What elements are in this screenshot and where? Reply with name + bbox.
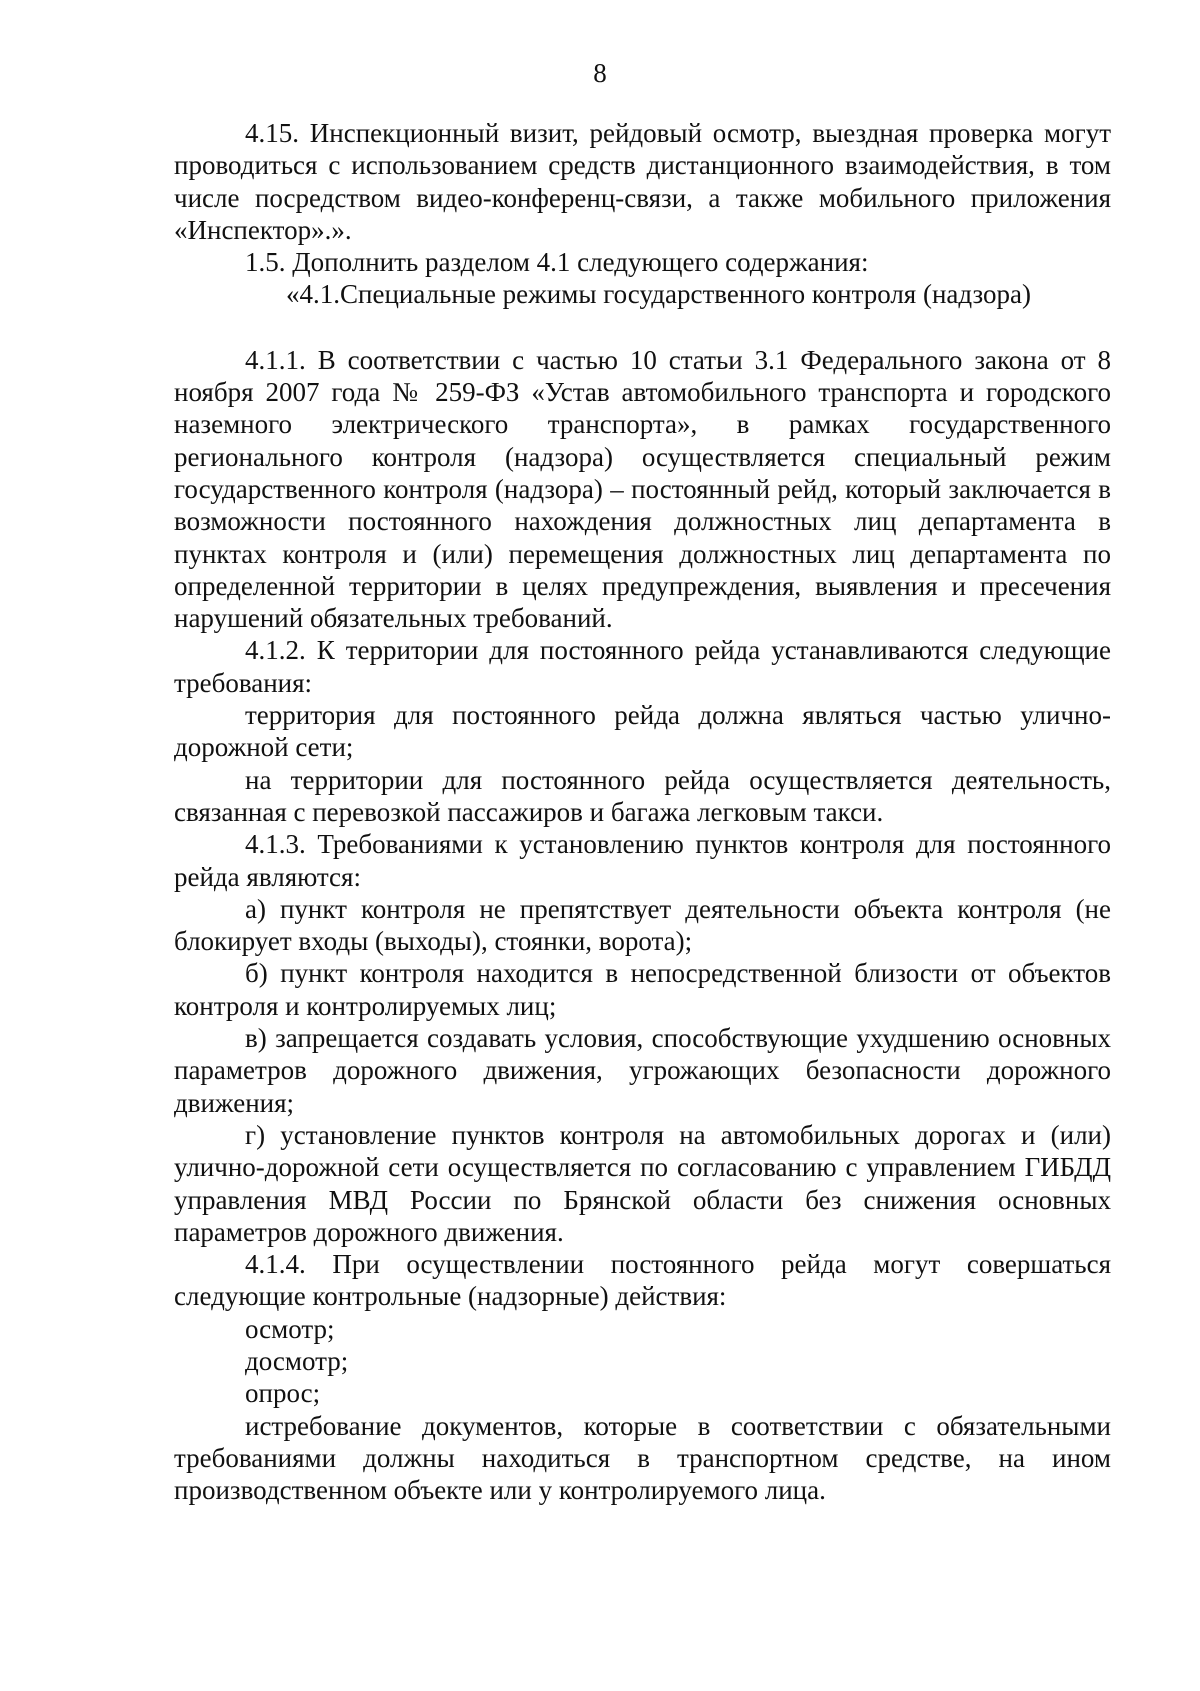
- list-item-territory-part: территория для постоянного рейда должна являться частью улично-дорожной сети;: [174, 700, 1111, 763]
- paragraph-4-1-3: 4.1.3. Требованиями к установлению пунктов контроля для постоянного рейда являются:: [174, 829, 1111, 892]
- paragraph-4-1-4: 4.1.4. При осуществлении постоянного рейда могут совершаться следующие контрольные (надзорные) действия:: [174, 1249, 1111, 1312]
- list-item-search: досмотр;: [245, 1345, 349, 1376]
- paragraph-amendment-1-5: 1.5. Дополнить разделом 4.1 следующего содержания:: [245, 247, 869, 278]
- list-item-v: в) запрещается создавать условия, способствующие ухудшению основных параметров дорожного движения, угрожающих безопасности дорожного движения;: [174, 1023, 1111, 1118]
- list-item-territory-activity: на территории для постоянного рейда осуществляется деятельность, связанная с перевозкой пассажиров и багажа легковым такси.: [174, 764, 1111, 827]
- list-item-g: г) установление пунктов контроля на автомобильных дорогах и (или) улично-дорожной сети осуществляется по согласованию с управлением ГИБДД управления МВД России по Брянской области без снижения основных параметров дорожного движения.: [174, 1119, 1111, 1247]
- list-item-a: а) пункт контроля не препятствует деятельности объекта контроля (не блокирует входы (выходы), стоянки, ворота);: [174, 893, 1111, 957]
- list-item-b: б) пункт контроля находится в непосредственной близости от объектов контроля и контролируемых лиц;: [174, 958, 1111, 1021]
- page-number: 8: [593, 58, 607, 88]
- document-body: [174, 117, 1111, 1506]
- list-item-inspection: осмотр;: [245, 1313, 335, 1344]
- list-item-documents-request: истребование документов, которые в соответствии с обязательными требованиями должны находиться в транспортном средстве, на ином производственном объекте или у контролируемого лица.: [174, 1410, 1111, 1506]
- paragraph-4-15: 4.15. Инспекционный визит, рейдовый осмотр, выездная проверка могут проводиться с использованием средств дистанционного взаимодействия, в том числе посредством видео-конференц-связи, а также мобильного приложения «Инспектор».».: [174, 118, 1111, 245]
- paragraph-4-1-2: 4.1.2. К территории для постоянного рейда устанавливаются следующие требования:: [174, 635, 1111, 698]
- section-heading-4-1: «4.1.Специальные режимы государственного контроля (надзора): [286, 279, 1031, 310]
- paragraph-4-1-1: 4.1.1. В соответствии с частью 10 статьи 3.1 Федерального закона от 8 ноября 2007 года № 259-ФЗ «Устав автомобильного транспорта и городского наземного электрического транспорта», в рамках государственного регионального контроля (надзора) осуществляется специальный режим государственного контроля (надзора) – постоянный рейд, который заключается в возможности постоянного нахождения должностных лиц департамента в пунктах контроля и (или) перемещения должностных лиц департамента по определенной территории в целях предупреждения, выявления и пресечения нарушений обязательных требований.: [174, 344, 1111, 634]
- list-item-survey: опрос;: [245, 1378, 321, 1409]
